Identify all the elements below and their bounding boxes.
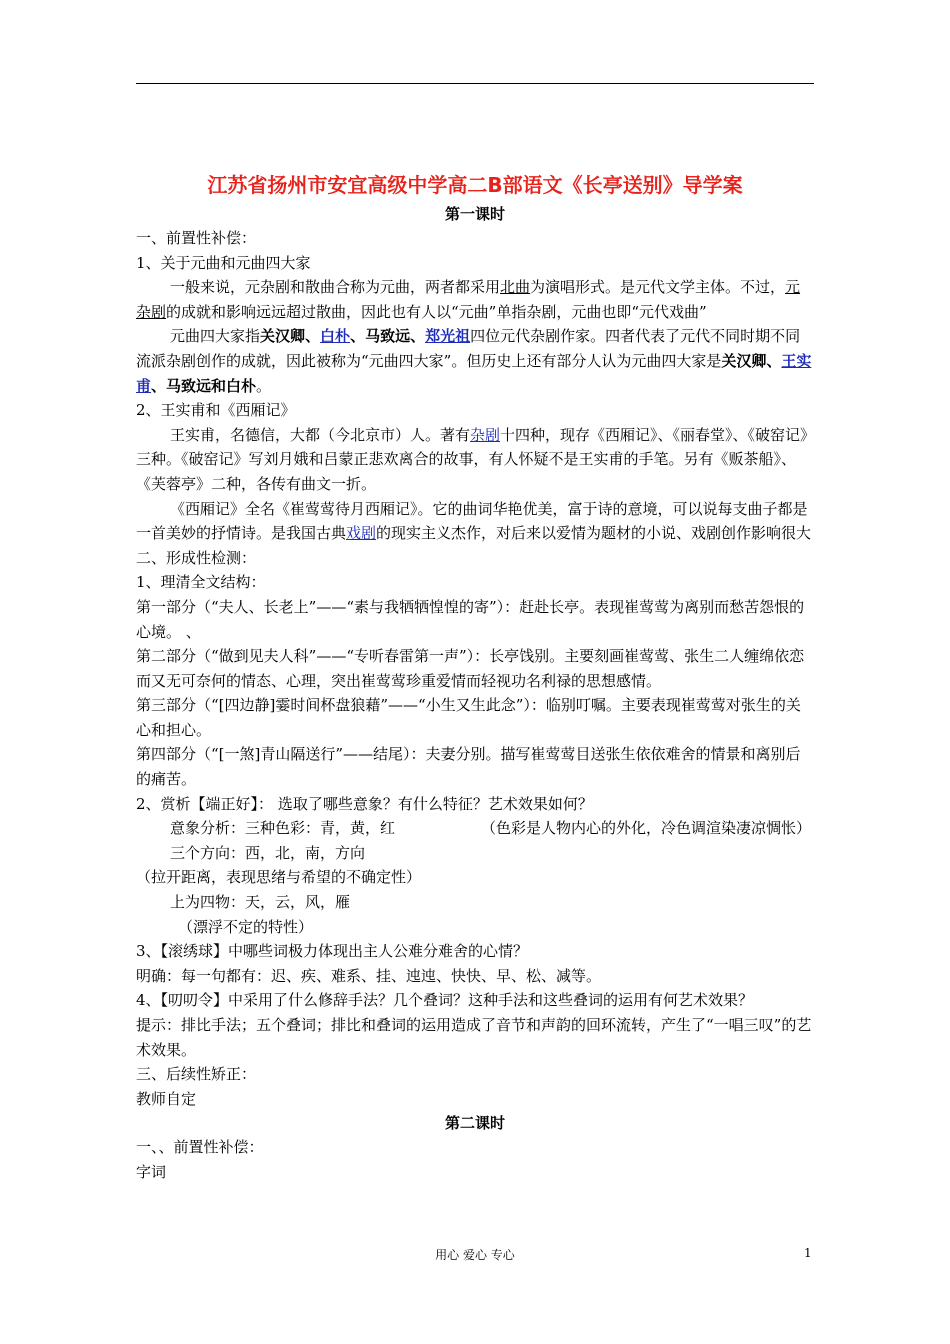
- imagery-line: 意象分析：三种色彩：青，黄，红 （色彩是人物内心的外化，冷色调渲染凄凉惆怅）: [170, 819, 812, 838]
- link-yuanzaju[interactable]: 元杂剧: [136, 278, 801, 321]
- answer-text: 提示：排比手法；五个叠词；排比和叠词的运用造成了音节和声韵的回环流转，产生了“一唱三叹”的艺术效果。: [136, 1016, 812, 1059]
- link-zaju[interactable]: 杂剧: [470, 425, 501, 444]
- structure-part: 第三部分（“[四边静]霎时间杯盘狼藉”——“小生又生此念”）：临别叮嘱。主要表现崔莺莺对张生的关心和担心。: [136, 696, 801, 739]
- body-text: 教师自定: [136, 1089, 197, 1108]
- section-heading: 一、、前置性补偿：: [136, 1138, 264, 1157]
- question-heading: 1、理清全文结构：: [136, 573, 266, 592]
- document-body: [136, 170, 814, 1185]
- imagery-line: 三个方向：西，北，南，方向: [170, 843, 366, 862]
- section-heading: 三、后续性矫正：: [136, 1065, 257, 1084]
- question-heading: 2、赏析【端正好】： 选取了哪些意象？有什么特征？艺术效果如何？: [136, 794, 593, 813]
- section-heading: 一、前置性补偿：: [136, 229, 257, 247]
- imagery-note: （漂浮不定的特性）: [178, 917, 314, 936]
- section-heading: 二、形成性检测：: [136, 548, 257, 567]
- body-text: 字词: [136, 1162, 167, 1181]
- page-number: 1: [804, 1246, 812, 1260]
- paragraph-yuanqu: 一般来说，元杂剧和散曲合称为元曲，两者都采用北曲为演唱形式。是元代文学主体。不过，元杂剧的成就和影响远远超过散曲，因此也有人以“元曲”单指杂剧，元曲也即“元代戏曲”: [136, 278, 801, 321]
- link-zhengguangzu[interactable]: 郑光祖: [425, 327, 471, 346]
- structure-part: 第二部分（“做到见夫人科”——“专听春雷第一声”）：长亭饯别。主要刻画崔莺莺、张生二人缠绵依恋而又无可奈何的情态、心理，突出崔莺莺珍重爱情而轻视功名利禄的思想感情。: [136, 647, 805, 690]
- question-heading: 3、【滚绣球】中哪些词极力体现出主人公难分难舍的心情？: [136, 942, 529, 961]
- link-baipu[interactable]: 白朴: [320, 327, 351, 346]
- paragraph-xixiangji: 《西厢记》全名《崔莺莺待月西厢记》。它的曲词华艳优美，富于诗的意境，可以说每支曲子都是一首美妙的抒情诗。是我国古典戏剧的现实主义杰作，对后来以爱情为题材的小说、戏剧创作影响很大: [136, 499, 812, 543]
- paragraph-wangshifu: 王实甫，名德信，大都（今北京市）人。著有杂剧十四种，现存《西厢记》、《丽春堂》、《破窑记》三种。《破窑记》写刘月娥和吕蒙正悲欢离合的故事，有人怀疑不是王实甫的手笔。另有《贩茶船》、《芙蓉亭》二种，各传有曲文一折。: [136, 425, 808, 493]
- header-rule: [136, 83, 814, 84]
- lesson-one-heading: 第一课时: [444, 205, 505, 223]
- structure-part: 第一部分（“夫人、长老上”——“素与我牺牺惶惶的寄”）：赶赴长亭。表现崔莺莺为离别而愁苦怨恨的心境。 、: [136, 597, 805, 641]
- page-footer: 用心 爱心 专心: [435, 1248, 515, 1262]
- link-wangshifu[interactable]: 王实甫: [136, 351, 812, 395]
- lesson-two-heading: 第二课时: [444, 1114, 505, 1133]
- paragraph-four-masters: 元曲四大家指关汉卿、白朴、马致远、郑光祖四位元代杂剧作家。四者代表了元代不同时期不同流派杂剧创作的成就，因此被称为“元曲四大家”。但历史上还有部分人认为元曲四大家是关汉卿、王实甫、马致远和白朴。: [136, 327, 812, 395]
- question-heading: 2、王实甫和《西厢记》: [136, 401, 296, 420]
- link-beiqu[interactable]: 北曲: [500, 278, 531, 297]
- imagery-note: （拉开距离，表现思绪与希望的不确定性）: [136, 868, 422, 887]
- imagery-line: 上为四物：天，云，风，雁: [170, 893, 351, 912]
- question-heading: 1、关于元曲和元曲四大家: [136, 253, 311, 272]
- link-xiju[interactable]: 戏剧: [346, 524, 377, 543]
- answer-text: 明确：每一句都有：迟、疾、难系、挂、迍迍、快快、早、松、减等。: [136, 966, 602, 985]
- structure-part: 第四部分（“[一煞]青山隔送行”——结尾）：夫妻分别。描写崔莺莺目送张生依依难舍的情景和离别后的痛苦。: [136, 745, 801, 789]
- document-title: 江苏省扬州市安宜高级中学高二B部语文《长亭送别》导学案: [207, 173, 743, 197]
- question-heading: 4、【叨叨令】中采用了什么修辞手法？几个叠词？这种手法和这些叠词的运用有何艺术效果？: [136, 991, 754, 1010]
